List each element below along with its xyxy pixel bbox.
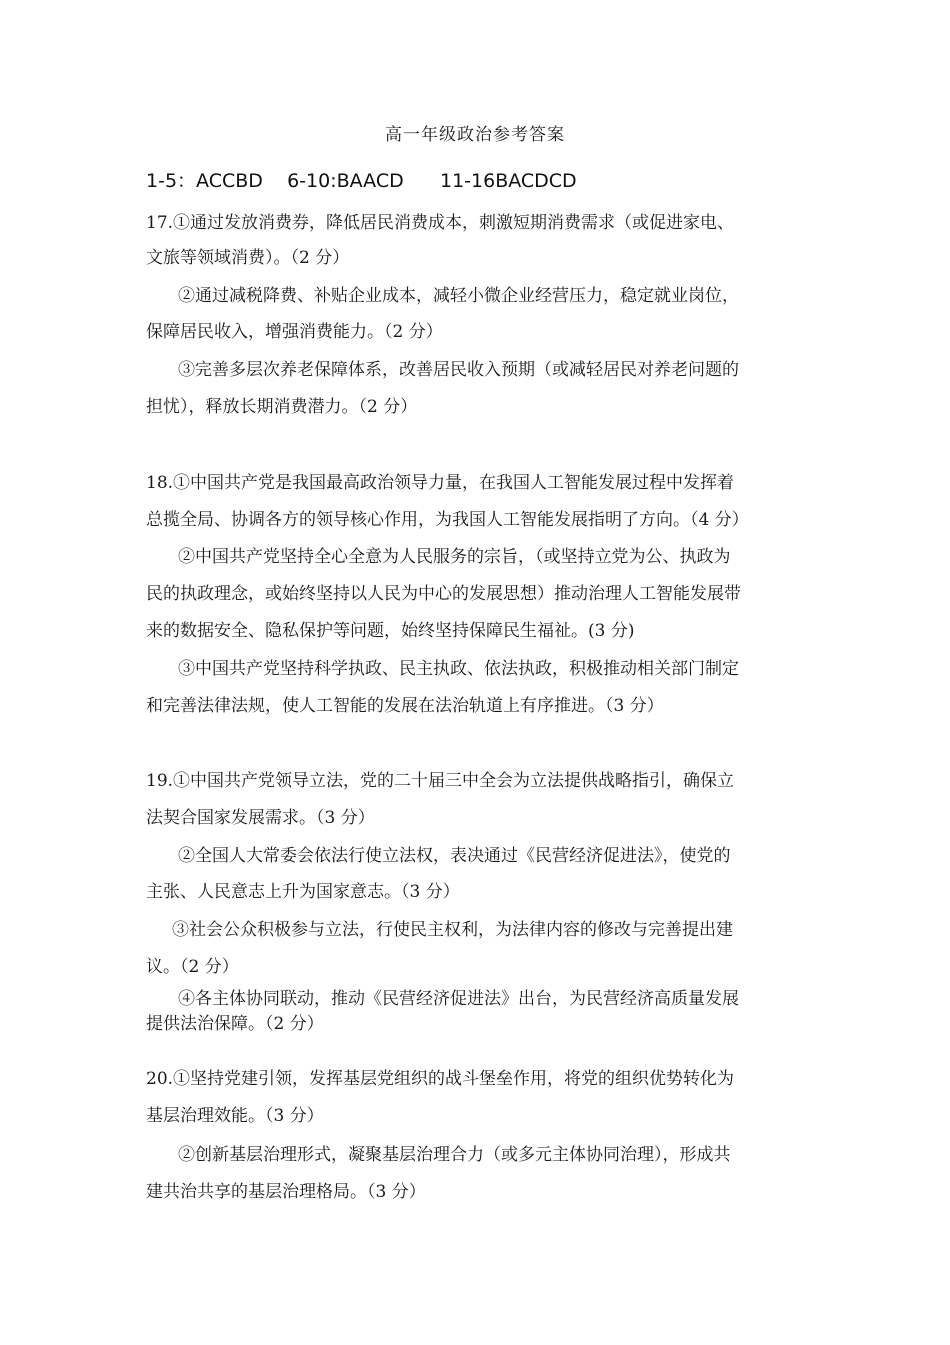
q20-line: 建共治共享的基层治理格局。（3 分） [146,1182,426,1202]
q20-line: ②创新基层治理形式，凝聚基层治理合力（或多元主体协同治理），形成共 [178,1145,731,1165]
q17-line: 17.①通过发放消费券，降低居民消费成本，刺激短期消费需求（或促进家电、 [146,213,735,233]
q20-line: 基层治理效能。（3 分） [146,1106,324,1126]
mc-group-3: 11-16BACDCD [439,170,577,192]
q18-line: ③中国共产党坚持科学执政、民主执政、依法执政，积极推动相关部门制定 [178,659,739,679]
q18-line: 和完善法律法规，使人工智能的发展在法治轨道上有序推进。（3 分） [146,696,664,716]
q19-line: ③社会公众积极参与立法，行使民主权利，为法律内容的修改与完善提出建 [172,920,733,940]
q17-line: ③完善多层次养老保障体系，改善居民收入预期（或减轻居民对养老问题的 [178,360,739,380]
multiple-choice-answers [146,166,577,193]
q17-line: 担忧），释放长期消费潜力。（2 分） [146,397,418,417]
q19-line: 议。（2 分） [146,957,239,977]
q17-line: 文旅等领域消费）。（2 分） [146,248,350,268]
q19-line: ④各主体协同联动，推动《民营经济促进法》出台，为民营经济高质量发展 [178,989,739,1009]
q19-line: 19.①中国共产党领导立法，党的二十届三中全会为立法提供战略指引，确保立 [146,771,735,791]
q19-line: 主张、人民意志上升为国家意志。（3 分） [146,882,460,902]
mc-group-2: 6-10:BAACD [287,170,404,192]
q19-line: 法契合国家发展需求。（3 分） [146,808,375,828]
q17-line: 保障居民收入，增强消费能力。（2 分） [146,322,443,342]
mc-group-1: 1-5：ACCBD [146,170,263,192]
page-title: 高一年级政治参考答案 [385,125,565,145]
q17-line: ②通过减税降费、补贴企业成本，减轻小微企业经营压力，稳定就业岗位， [178,286,739,306]
q18-line: ②中国共产党坚持全心全意为人民服务的宗旨，（或坚持立党为公、执政为 [178,547,731,567]
q18-line: 来的数据安全、隐私保护等问题，始终坚持保障民生福祉。(3 分) [146,621,635,641]
q18-line: 18.①中国共产党是我国最高政治领导力量，在我国人工智能发展过程中发挥着 [146,473,735,493]
q19-line: 提供法治保障。（2 分） [146,1014,324,1034]
q18-line: 民的执政理念，或始终坚持以人民为中心的发展思想）推动治理人工智能发展带 [146,584,741,604]
q19-line: ②全国人大常委会依法行使立法权，表决通过《民营经济促进法》，使党的 [178,846,731,866]
q20-line: 20.①坚持党建引领，发挥基层党组织的战斗堡垒作用，将党的组织优势转化为 [146,1069,735,1089]
q18-line: 总揽全局、协调各方的领导核心作用，为我国人工智能发展指明了方向。（4 分） [146,510,749,530]
